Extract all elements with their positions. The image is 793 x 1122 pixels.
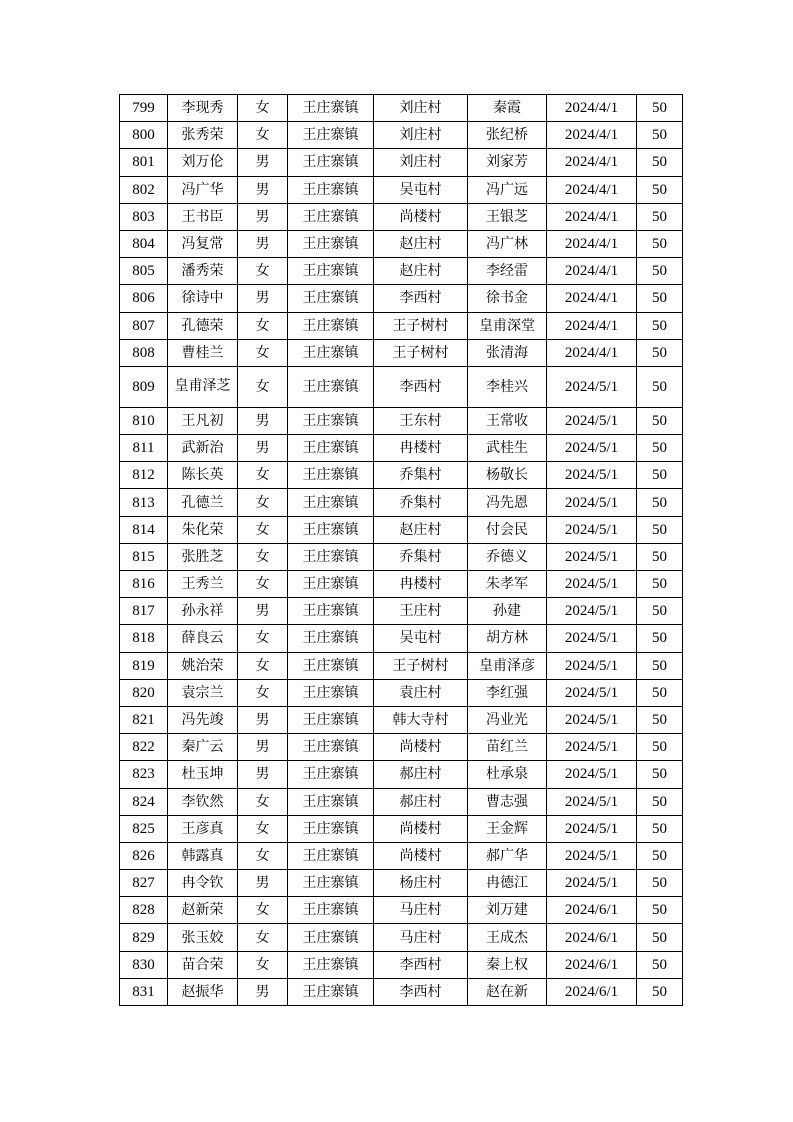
date-cell: 2024/5/1 — [547, 571, 637, 598]
gender-cell: 女 — [238, 897, 288, 924]
village-cell: 马庄村 — [374, 897, 468, 924]
date-cell: 2024/5/1 — [547, 489, 637, 516]
name-cell: 秦广云 — [168, 734, 238, 761]
date-cell: 2024/5/1 — [547, 435, 637, 462]
gender-cell: 女 — [238, 842, 288, 869]
name-cell: 陈长英 — [168, 462, 238, 489]
name-cell: 赵振华 — [168, 978, 238, 1005]
agent-cell: 曹志强 — [468, 788, 547, 815]
table-row — [120, 897, 683, 924]
amount-cell: 50 — [637, 652, 683, 679]
gender-cell: 男 — [238, 598, 288, 625]
gender-cell: 男 — [238, 230, 288, 257]
village-cell: 刘庄村 — [374, 95, 468, 122]
row-number: 812 — [120, 462, 168, 489]
agent-cell: 冉德江 — [468, 870, 547, 897]
row-number: 817 — [120, 598, 168, 625]
agent-cell: 付会民 — [468, 516, 547, 543]
agent-cell: 郝广华 — [468, 842, 547, 869]
town-cell: 王庄寨镇 — [288, 407, 374, 434]
agent-cell: 冯业光 — [468, 706, 547, 733]
village-cell: 李西村 — [374, 978, 468, 1005]
agent-cell: 朱孝军 — [468, 571, 547, 598]
table-row — [120, 951, 683, 978]
gender-cell: 男 — [238, 149, 288, 176]
name-cell: 冯复常 — [168, 230, 238, 257]
village-cell: 吴屯村 — [374, 625, 468, 652]
agent-cell: 王银芝 — [468, 203, 547, 230]
date-cell: 2024/5/1 — [547, 543, 637, 570]
row-number: 825 — [120, 815, 168, 842]
name-cell: 武新治 — [168, 435, 238, 462]
name-cell: 苗合荣 — [168, 951, 238, 978]
name-cell: 朱化荣 — [168, 516, 238, 543]
table-row — [120, 462, 683, 489]
agent-cell: 王成杰 — [468, 924, 547, 951]
village-cell: 郝庄村 — [374, 788, 468, 815]
table-row — [120, 516, 683, 543]
village-cell: 尚楼村 — [374, 734, 468, 761]
table-row — [120, 734, 683, 761]
name-cell: 孔德兰 — [168, 489, 238, 516]
village-cell: 赵庄村 — [374, 516, 468, 543]
village-cell: 韩大寺村 — [374, 706, 468, 733]
town-cell: 王庄寨镇 — [288, 462, 374, 489]
town-cell: 王庄寨镇 — [288, 543, 374, 570]
gender-cell: 女 — [238, 543, 288, 570]
agent-cell: 皇甫泽彦 — [468, 652, 547, 679]
name-cell: 李现秀 — [168, 95, 238, 122]
table-row — [120, 571, 683, 598]
town-cell: 王庄寨镇 — [288, 149, 374, 176]
table-row — [120, 285, 683, 312]
amount-cell: 50 — [637, 625, 683, 652]
name-cell: 冉令钦 — [168, 870, 238, 897]
agent-cell: 孙建 — [468, 598, 547, 625]
amount-cell: 50 — [637, 462, 683, 489]
gender-cell: 女 — [238, 652, 288, 679]
agent-cell: 杜承泉 — [468, 761, 547, 788]
village-cell: 王子树村 — [374, 339, 468, 366]
name-cell: 王书臣 — [168, 203, 238, 230]
village-cell: 王子树村 — [374, 312, 468, 339]
date-cell: 2024/4/1 — [547, 285, 637, 312]
row-number: 823 — [120, 761, 168, 788]
amount-cell: 50 — [637, 95, 683, 122]
date-cell: 2024/4/1 — [547, 230, 637, 257]
table-row — [120, 652, 683, 679]
row-number: 800 — [120, 122, 168, 149]
row-number: 801 — [120, 149, 168, 176]
gender-cell: 男 — [238, 203, 288, 230]
agent-cell: 秦霞 — [468, 95, 547, 122]
amount-cell: 50 — [637, 870, 683, 897]
town-cell: 王庄寨镇 — [288, 978, 374, 1005]
amount-cell: 50 — [637, 978, 683, 1005]
date-cell: 2024/5/1 — [547, 870, 637, 897]
amount-cell: 50 — [637, 598, 683, 625]
amount-cell: 50 — [637, 489, 683, 516]
town-cell: 王庄寨镇 — [288, 734, 374, 761]
date-cell: 2024/4/1 — [547, 149, 637, 176]
town-cell: 王庄寨镇 — [288, 203, 374, 230]
gender-cell: 女 — [238, 924, 288, 951]
date-cell: 2024/5/1 — [547, 842, 637, 869]
date-cell: 2024/4/1 — [547, 176, 637, 203]
gender-cell: 男 — [238, 978, 288, 1005]
village-cell: 尚楼村 — [374, 842, 468, 869]
amount-cell: 50 — [637, 679, 683, 706]
name-cell: 杜玉坤 — [168, 761, 238, 788]
village-cell: 李西村 — [374, 951, 468, 978]
amount-cell: 50 — [637, 924, 683, 951]
name-cell: 王秀兰 — [168, 571, 238, 598]
date-cell: 2024/4/1 — [547, 122, 637, 149]
row-number: 821 — [120, 706, 168, 733]
agent-cell: 秦上权 — [468, 951, 547, 978]
gender-cell: 女 — [238, 95, 288, 122]
table-row — [120, 815, 683, 842]
name-cell: 薛良云 — [168, 625, 238, 652]
village-cell: 刘庄村 — [374, 122, 468, 149]
date-cell: 2024/6/1 — [547, 978, 637, 1005]
gender-cell: 男 — [238, 761, 288, 788]
village-cell: 赵庄村 — [374, 258, 468, 285]
town-cell: 王庄寨镇 — [288, 230, 374, 257]
row-number: 822 — [120, 734, 168, 761]
table-row — [120, 122, 683, 149]
name-cell: 张胜芝 — [168, 543, 238, 570]
gender-cell: 女 — [238, 815, 288, 842]
table-row — [120, 95, 683, 122]
name-cell: 徐诗中 — [168, 285, 238, 312]
table-row — [120, 598, 683, 625]
date-cell: 2024/5/1 — [547, 366, 637, 407]
table-row — [120, 842, 683, 869]
row-number: 802 — [120, 176, 168, 203]
name-cell: 李钦然 — [168, 788, 238, 815]
amount-cell: 50 — [637, 788, 683, 815]
town-cell: 王庄寨镇 — [288, 489, 374, 516]
agent-cell: 王金辉 — [468, 815, 547, 842]
amount-cell: 50 — [637, 312, 683, 339]
agent-cell: 张纪桥 — [468, 122, 547, 149]
row-number: 819 — [120, 652, 168, 679]
gender-cell: 女 — [238, 366, 288, 407]
agent-cell: 徐书金 — [468, 285, 547, 312]
table-row — [120, 312, 683, 339]
town-cell: 王庄寨镇 — [288, 95, 374, 122]
row-number: 807 — [120, 312, 168, 339]
date-cell: 2024/5/1 — [547, 734, 637, 761]
name-cell: 曹桂兰 — [168, 339, 238, 366]
gender-cell: 男 — [238, 706, 288, 733]
amount-cell: 50 — [637, 571, 683, 598]
village-cell: 赵庄村 — [374, 230, 468, 257]
amount-cell: 50 — [637, 366, 683, 407]
town-cell: 王庄寨镇 — [288, 679, 374, 706]
agent-cell: 皇甫深堂 — [468, 312, 547, 339]
name-cell: 潘秀荣 — [168, 258, 238, 285]
town-cell: 王庄寨镇 — [288, 598, 374, 625]
table-row — [120, 543, 683, 570]
town-cell: 王庄寨镇 — [288, 924, 374, 951]
village-cell: 乔集村 — [374, 462, 468, 489]
town-cell: 王庄寨镇 — [288, 435, 374, 462]
date-cell: 2024/4/1 — [547, 312, 637, 339]
amount-cell: 50 — [637, 734, 683, 761]
row-number: 829 — [120, 924, 168, 951]
name-cell: 张秀荣 — [168, 122, 238, 149]
table-row — [120, 258, 683, 285]
row-number: 828 — [120, 897, 168, 924]
date-cell: 2024/5/1 — [547, 462, 637, 489]
agent-cell: 乔德义 — [468, 543, 547, 570]
village-cell: 马庄村 — [374, 924, 468, 951]
amount-cell: 50 — [637, 149, 683, 176]
date-cell: 2024/4/1 — [547, 339, 637, 366]
gender-cell: 女 — [238, 679, 288, 706]
row-number: 804 — [120, 230, 168, 257]
name-cell: 赵新荣 — [168, 897, 238, 924]
amount-cell: 50 — [637, 706, 683, 733]
gender-cell: 女 — [238, 489, 288, 516]
town-cell: 王庄寨镇 — [288, 312, 374, 339]
agent-cell: 李经雷 — [468, 258, 547, 285]
row-number: 831 — [120, 978, 168, 1005]
row-number: 818 — [120, 625, 168, 652]
row-number: 799 — [120, 95, 168, 122]
table-row — [120, 407, 683, 434]
table-row — [120, 230, 683, 257]
table-body — [120, 95, 683, 1006]
town-cell: 王庄寨镇 — [288, 897, 374, 924]
gender-cell: 男 — [238, 407, 288, 434]
name-cell: 刘万伦 — [168, 149, 238, 176]
date-cell: 2024/5/1 — [547, 516, 637, 543]
agent-cell: 张清海 — [468, 339, 547, 366]
village-cell: 乔集村 — [374, 489, 468, 516]
date-cell: 2024/4/1 — [547, 203, 637, 230]
amount-cell: 50 — [637, 516, 683, 543]
town-cell: 王庄寨镇 — [288, 366, 374, 407]
date-cell: 2024/5/1 — [547, 407, 637, 434]
agent-cell: 武桂生 — [468, 435, 547, 462]
village-cell: 李西村 — [374, 285, 468, 312]
town-cell: 王庄寨镇 — [288, 176, 374, 203]
gender-cell: 女 — [238, 312, 288, 339]
table-row — [120, 339, 683, 366]
agent-cell: 苗红兰 — [468, 734, 547, 761]
table-row — [120, 706, 683, 733]
agent-cell: 冯先恩 — [468, 489, 547, 516]
town-cell: 王庄寨镇 — [288, 842, 374, 869]
town-cell: 王庄寨镇 — [288, 652, 374, 679]
table-row — [120, 788, 683, 815]
agent-cell: 胡方林 — [468, 625, 547, 652]
table-row — [120, 435, 683, 462]
town-cell: 王庄寨镇 — [288, 339, 374, 366]
village-cell: 郝庄村 — [374, 761, 468, 788]
table-row — [120, 366, 683, 407]
date-cell: 2024/6/1 — [547, 924, 637, 951]
gender-cell: 女 — [238, 339, 288, 366]
agent-cell: 李桂兴 — [468, 366, 547, 407]
village-cell: 王子树村 — [374, 652, 468, 679]
agent-cell: 冯广远 — [468, 176, 547, 203]
agent-cell: 杨敬长 — [468, 462, 547, 489]
gender-cell: 女 — [238, 788, 288, 815]
village-cell: 李西村 — [374, 366, 468, 407]
name-cell: 皇甫泽芝 — [168, 366, 238, 407]
row-number: 830 — [120, 951, 168, 978]
gender-cell: 女 — [238, 625, 288, 652]
gender-cell: 女 — [238, 258, 288, 285]
table-row — [120, 924, 683, 951]
name-cell: 冯广华 — [168, 176, 238, 203]
agent-cell: 冯广林 — [468, 230, 547, 257]
row-number: 827 — [120, 870, 168, 897]
table-row — [120, 176, 683, 203]
name-cell: 孙永祥 — [168, 598, 238, 625]
name-cell: 张玉姣 — [168, 924, 238, 951]
row-number: 820 — [120, 679, 168, 706]
date-cell: 2024/6/1 — [547, 951, 637, 978]
agent-cell: 赵在新 — [468, 978, 547, 1005]
name-cell: 韩露真 — [168, 842, 238, 869]
village-cell: 尚楼村 — [374, 815, 468, 842]
town-cell: 王庄寨镇 — [288, 706, 374, 733]
village-cell: 王庄村 — [374, 598, 468, 625]
table-row — [120, 149, 683, 176]
table-row — [120, 870, 683, 897]
date-cell: 2024/5/1 — [547, 788, 637, 815]
amount-cell: 50 — [637, 761, 683, 788]
row-number: 806 — [120, 285, 168, 312]
village-cell: 冉楼村 — [374, 435, 468, 462]
name-cell: 王凡初 — [168, 407, 238, 434]
row-number: 816 — [120, 571, 168, 598]
amount-cell: 50 — [637, 122, 683, 149]
amount-cell: 50 — [637, 176, 683, 203]
amount-cell: 50 — [637, 407, 683, 434]
town-cell: 王庄寨镇 — [288, 761, 374, 788]
amount-cell: 50 — [637, 258, 683, 285]
town-cell: 王庄寨镇 — [288, 122, 374, 149]
village-cell: 刘庄村 — [374, 149, 468, 176]
recipient-table — [119, 94, 683, 1006]
date-cell: 2024/5/1 — [547, 598, 637, 625]
village-cell: 乔集村 — [374, 543, 468, 570]
amount-cell: 50 — [637, 815, 683, 842]
table-row — [120, 978, 683, 1005]
name-cell: 姚治荣 — [168, 652, 238, 679]
table-row — [120, 489, 683, 516]
village-cell: 袁庄村 — [374, 679, 468, 706]
row-number: 803 — [120, 203, 168, 230]
gender-cell: 女 — [238, 122, 288, 149]
agent-cell: 李红强 — [468, 679, 547, 706]
name-cell: 孔德荣 — [168, 312, 238, 339]
town-cell: 王庄寨镇 — [288, 258, 374, 285]
amount-cell: 50 — [637, 897, 683, 924]
amount-cell: 50 — [637, 951, 683, 978]
row-number: 805 — [120, 258, 168, 285]
amount-cell: 50 — [637, 339, 683, 366]
gender-cell: 男 — [238, 435, 288, 462]
date-cell: 2024/5/1 — [547, 761, 637, 788]
row-number: 815 — [120, 543, 168, 570]
row-number: 809 — [120, 366, 168, 407]
agent-cell: 刘万建 — [468, 897, 547, 924]
row-number: 826 — [120, 842, 168, 869]
name-cell: 王彦真 — [168, 815, 238, 842]
date-cell: 2024/5/1 — [547, 652, 637, 679]
gender-cell: 女 — [238, 462, 288, 489]
name-cell: 冯先竣 — [168, 706, 238, 733]
amount-cell: 50 — [637, 435, 683, 462]
town-cell: 王庄寨镇 — [288, 625, 374, 652]
date-cell: 2024/4/1 — [547, 95, 637, 122]
name-cell: 袁宗兰 — [168, 679, 238, 706]
gender-cell: 男 — [238, 734, 288, 761]
amount-cell: 50 — [637, 203, 683, 230]
row-number: 814 — [120, 516, 168, 543]
date-cell: 2024/5/1 — [547, 706, 637, 733]
gender-cell: 女 — [238, 951, 288, 978]
row-number: 810 — [120, 407, 168, 434]
date-cell: 2024/6/1 — [547, 897, 637, 924]
row-number: 811 — [120, 435, 168, 462]
village-cell: 杨庄村 — [374, 870, 468, 897]
gender-cell: 女 — [238, 516, 288, 543]
village-cell: 吴屯村 — [374, 176, 468, 203]
date-cell: 2024/4/1 — [547, 258, 637, 285]
town-cell: 王庄寨镇 — [288, 788, 374, 815]
table-row — [120, 625, 683, 652]
table-row — [120, 679, 683, 706]
village-cell: 尚楼村 — [374, 203, 468, 230]
village-cell: 王东村 — [374, 407, 468, 434]
town-cell: 王庄寨镇 — [288, 571, 374, 598]
gender-cell: 男 — [238, 870, 288, 897]
table-row — [120, 203, 683, 230]
town-cell: 王庄寨镇 — [288, 815, 374, 842]
agent-cell: 刘家芳 — [468, 149, 547, 176]
amount-cell: 50 — [637, 285, 683, 312]
date-cell: 2024/5/1 — [547, 625, 637, 652]
date-cell: 2024/5/1 — [547, 815, 637, 842]
town-cell: 王庄寨镇 — [288, 951, 374, 978]
amount-cell: 50 — [637, 230, 683, 257]
village-cell: 冉楼村 — [374, 571, 468, 598]
gender-cell: 男 — [238, 176, 288, 203]
gender-cell: 男 — [238, 285, 288, 312]
date-cell: 2024/5/1 — [547, 679, 637, 706]
amount-cell: 50 — [637, 543, 683, 570]
town-cell: 王庄寨镇 — [288, 285, 374, 312]
town-cell: 王庄寨镇 — [288, 870, 374, 897]
row-number: 824 — [120, 788, 168, 815]
agent-cell: 王常收 — [468, 407, 547, 434]
row-number: 813 — [120, 489, 168, 516]
row-number: 808 — [120, 339, 168, 366]
town-cell: 王庄寨镇 — [288, 516, 374, 543]
table-row — [120, 761, 683, 788]
gender-cell: 女 — [238, 571, 288, 598]
amount-cell: 50 — [637, 842, 683, 869]
